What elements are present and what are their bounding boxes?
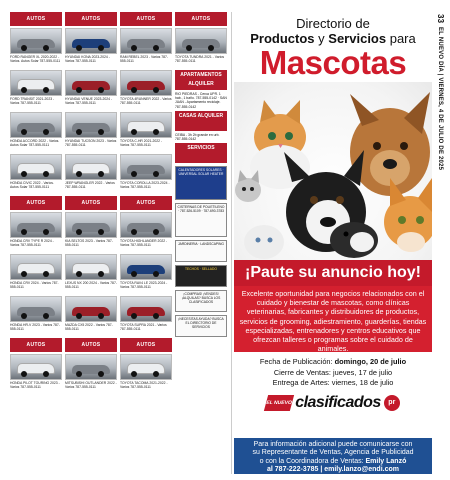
classified-column [120,12,172,474]
logo-pr-badge: pr [384,395,400,411]
footer-line-1: Para información adicional puede comunicarse con [253,441,413,448]
car-photo [120,70,172,96]
car-photo [120,296,172,322]
car-listing [10,254,62,294]
listing-text: TOYOTA 4RUNNER 2022 - Varios 787-555-0111 [120,97,172,106]
ad-contact-footer [234,438,432,474]
listing-text: HONDA CRV TYPE R 2024 - Varios 787-555-0111 [10,239,54,248]
car-listing [10,70,62,110]
masthead-text [436,14,445,170]
car-listing [10,212,62,252]
logo-clasificados-text: clasificados [295,393,381,411]
car-photo [65,254,117,280]
ad-title-services: Servicios [328,31,387,46]
listing-text: HONDA CIVIC 2022 - Varios. Autos Solar 787-555-0111 [10,181,54,190]
classified-column [10,12,62,474]
publication-date-label: Fecha de Publicación: [259,357,335,366]
car-photo [120,28,172,54]
car-photo [10,296,62,322]
car-listing [10,354,62,394]
car-photo [10,154,62,180]
section-header: AUTOS [10,12,62,26]
car-listing [120,70,172,110]
footer-contact-name: Emily Lanzó [365,457,407,465]
car-listing [10,112,62,152]
listing-text: TOYOTA C-HR 2021-2022 - Varios 787-555-0111 [120,139,163,148]
listing-text: RAM REBEL 2023 - Varios 787-555-0111 [120,55,169,64]
listing-text: MAZDA CX5 2022 - Varios 787-555-0111 [65,323,113,332]
publication-date-value: domingo, 20 de julio [334,357,407,366]
section-header: AUTOS [10,196,62,210]
car-photo [120,254,172,280]
column-divider [231,12,232,474]
page-number: 33 [436,14,445,24]
car-photo [10,212,62,238]
classified-column [65,12,117,474]
listing-text: TOYOTA HIGHLANDER 2022 - Varios 787-555-0111 [120,239,168,248]
car-listing [10,296,62,336]
car-listing [65,212,117,252]
footer-contact-info: al 787-222-3785 | emily.lanzo@endi.com [267,466,399,474]
ad-title-for: para [386,31,416,46]
car-listing [65,154,117,194]
section-header: APARTAMENTOS ALQUILER [175,70,227,90]
service-ad: TECHOS · SELLADO [175,265,227,287]
rental-listing: RIO PIEDRAS - Cerca UPR. 1 hab., 1 baño. 787-555-0142 · SAN JUAN - Apartamento reciclaje. 787-555-0142 [175,92,227,109]
listing-text: TOYOTA SUPRA 2021 - Varios 787-555-0111 [120,323,167,332]
masthead-date: EL NUEVO DÍA | VIERNES, 4 DE JULIO DE 2025 [437,27,443,171]
listing-text: MITSUBISHI OUTLANDER 2022 - Varios 787-555-0111 [65,381,117,390]
car-photo [65,112,117,138]
listing-text: FORD TRANSIT 2021-2023 - Varios 787-555-0111 [10,97,55,106]
listing-text: HYUNDAI KONA 2023-2024 - Varios 787-555-0111 [65,55,110,64]
ad-headline: Mascotas [259,44,407,81]
listing-text: HYUNDAI TUCSON 2023 - Varios 787-555-0111 [65,139,117,148]
car-listing [175,28,227,68]
section-header: AUTOS [120,12,172,26]
listing-text: HONDA ACCORD 2022 - Varios. Autos Solar 787-555-0111 [10,139,60,148]
section-header: SERVICIOS [175,143,227,163]
listing-text: HYUNDAI VENUE 2023-2024 - Varios 787-555-0111 [65,97,113,106]
car-photo [120,212,172,238]
car-photo [120,112,172,138]
section-header: CASAS ALQUILER [175,111,227,131]
car-photo [10,254,62,280]
car-listing [120,296,172,336]
footer-line-3 [234,458,432,466]
footer-line-2: su Representante de Ventas, Agencia de Publicidad [252,449,414,457]
car-listing [120,254,172,294]
section-header: AUTOS [65,12,117,26]
footer-line-3-label: o con la Coordinadora de Ventas: [259,457,366,465]
car-photo [65,28,117,54]
car-listing [120,112,172,152]
ad-banner: ¡Paute su anuncio hoy! [234,260,432,286]
service-ad: CALENTADORES SOLARES · UNIVERSAL SOLAR HEATER [175,166,227,200]
section-header: AUTOS [10,338,62,352]
car-photo [10,354,62,380]
rental-listing: CEIBA - 3h 2b grande en urb. 787-555-0142 [175,132,220,142]
service-ad: CISTERNAS DE POLIETILENO · 787-526-5109 · 787-690-3783 [175,203,227,237]
listing-text: HONDA HR-V 2023 - Varios 787-555-0111 [10,323,60,332]
classifieds-section [10,12,228,474]
service-ad: ¡NECESITAS AYUDA? BUSCA EL DIRECTORIO DE SERVICIOS [175,315,227,337]
car-listing [65,354,117,394]
car-listing [65,112,117,152]
publication-date [234,357,432,368]
car-listing [65,70,117,110]
car-listing [120,154,172,194]
listing-text: TOYOTA TUNDRA 2021 - Varios 787-555-0111 [175,55,225,64]
section-header: AUTOS [65,338,117,352]
car-photo [175,28,227,54]
section-header: AUTOS [120,338,172,352]
pet-directory-ad [234,12,432,474]
car-listing [10,154,62,194]
page-masthead [434,14,448,214]
car-photo [120,354,172,380]
classified-column [175,12,227,474]
art-delivery-date: Entrega de Artes: viernes, 18 de julio [272,378,394,388]
ad-dates [234,357,432,389]
car-photo [65,154,117,180]
listing-text: LEXUS NX 200 2024 - Varios 787-555-0111 [65,281,117,290]
ad-title-line1: Directorio de [296,16,370,31]
pets-illustration [234,82,432,260]
listing-text: KIA SELTOS 2023 - Varios 787-555-0111 [65,239,113,248]
logo-newspaper-mark: EL NUEVO DÍA [264,395,294,411]
car-photo [10,70,62,96]
listing-text: TOYOTA TACOMA 2021-2022 - Varios 787-555-0111 [120,381,168,390]
service-ad: JARDINERIA · LANDSCAPING [175,240,227,262]
car-photo [65,212,117,238]
section-header: AUTOS [120,196,172,210]
car-photo [120,154,172,180]
car-listing [10,28,62,68]
car-listing [120,354,172,394]
sales-close-date: Cierre de Ventas: jueves, 17 de julio [273,367,393,377]
car-photo [65,296,117,322]
ad-body-text: Excelente oportunidad para negocios relacionados con el cuidado y bienestar de mascotas, como clínicas veterinarias, fabricantes y distribuidores de productos, servicios de grooming, adiestramiento, guarderías, tiendas especializadas, entrenadores y centros educativos que ofrezcan talleres o programas sobre el cuidado de animales. [234,286,432,352]
car-listing [65,254,117,294]
clasificados-logo [234,391,432,422]
car-photo [65,354,117,380]
car-photo [10,28,62,54]
car-photo [65,70,117,96]
service-ad: ¡COMPRAS! ¡VENDES! ¡ALQUILAS? BUSCA LOS CLASIFICADOS [175,290,227,312]
ad-title-and: y [314,31,329,46]
ad-title-products: Productos [250,31,315,46]
listing-text: FORD RANGER XL 2020-2022 - Varios. Autos Solar 787-555-0111 [10,55,61,64]
car-listing [65,296,117,336]
listing-text: TOYOTA COROLLA 2023-2024 - Varios 787-555-0111 [120,181,170,190]
listing-text: JEEP WRANGLER 2022 - Varios 787-555-0111 [65,181,115,190]
section-header: AUTOS [175,12,227,26]
section-header: AUTOS [65,196,117,210]
car-listing [65,28,117,68]
car-photo [10,112,62,138]
pets-photo [234,82,432,260]
listing-text: HONDA PILOT TOURING 2023 - Varios 787-555-0111 [10,381,60,390]
listing-text: TOYOTA RAV4 LE 2023-2024 - Varios 787-555-0111 [120,281,168,290]
ad-title [234,16,432,46]
car-listing [120,212,172,252]
listing-text: HONDA CRV 2024 - Varios 787-555-0111 [10,281,59,290]
car-listing [120,28,172,68]
